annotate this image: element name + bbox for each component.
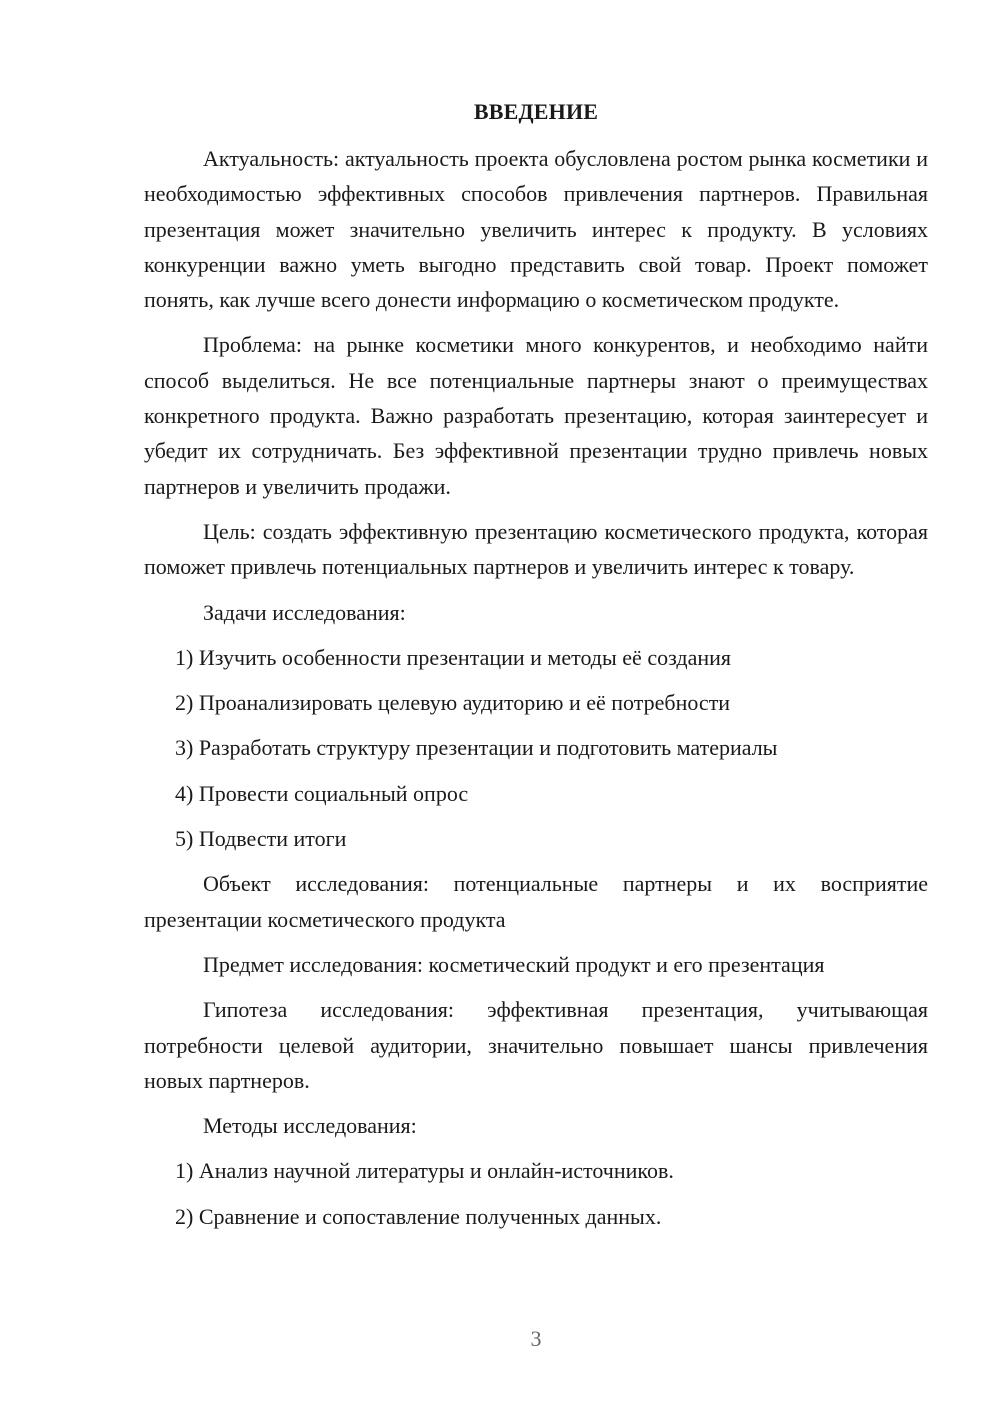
paragraph-problem: Проблема: на рынке косметики много конкурентов, и необходимо найти способ выделиться. Не все потенциальные партнеры знают о преимуществах конкретного продукта. Важно разработать презентацию, которая заинтересует и убедит их сотрудничать. Без эффективной презентации трудно привлечь новых партнеров и увеличить продажи. [144,332,928,499]
paragraph-subject: Предмет исследования: косметический продукт и его презентация [203,951,825,977]
page-number: 3 [530,1326,542,1351]
list-item: 2) Сравнение и сопоставление полученных данных. [175,1203,662,1229]
list-item: 1) Изучить особенности презентации и методы её создания [175,644,731,670]
list-item: 5) Подвести итоги [175,826,347,852]
list-item: 1) Анализ научной литературы и онлайн-источников. [175,1158,674,1184]
page-title: ВВЕДЕНИЕ [473,99,599,124]
paragraph-object: Объект исследования: потенциальные партнеры и их восприятие презентации косметического продукта [144,871,928,932]
list-item: 2) Проанализировать целевую аудиторию и её потребности [175,690,731,716]
document-body [144,94,928,1244]
list-item: 3) Разработать структуру презентации и подготовить материалы [175,735,778,761]
tasks-heading: Задачи исследования: [203,599,406,625]
tasks-list [144,640,928,856]
methods-heading: Методы исследования: [203,1113,417,1139]
methods-list [144,1153,928,1234]
paragraph-relevance: Актуальность: актуальность проекта обусловлена ростом рынка косметики и необходимостью эффективных способов привлечения партнеров. Правильная презентация может значительно увеличить интерес к продукту. В условиях конкуренции важно уметь выгодно представить свой товар. Проект поможет понять, как лучше всего донести информацию о косметическом продукте. [144,146,928,313]
paragraph-hypothesis: Гипотеза исследования: эффективная презентация, учитывающая потребности целевой аудитории, значительно повышает шансы привлечения новых партнеров. [144,997,928,1093]
list-item: 4) Провести социальный опрос [175,780,469,806]
paragraph-goal: Цель: создать эффективную презентацию косметического продукта, которая поможет привлечь потенциальных партнеров и увеличить интерес к товару. [144,518,928,580]
